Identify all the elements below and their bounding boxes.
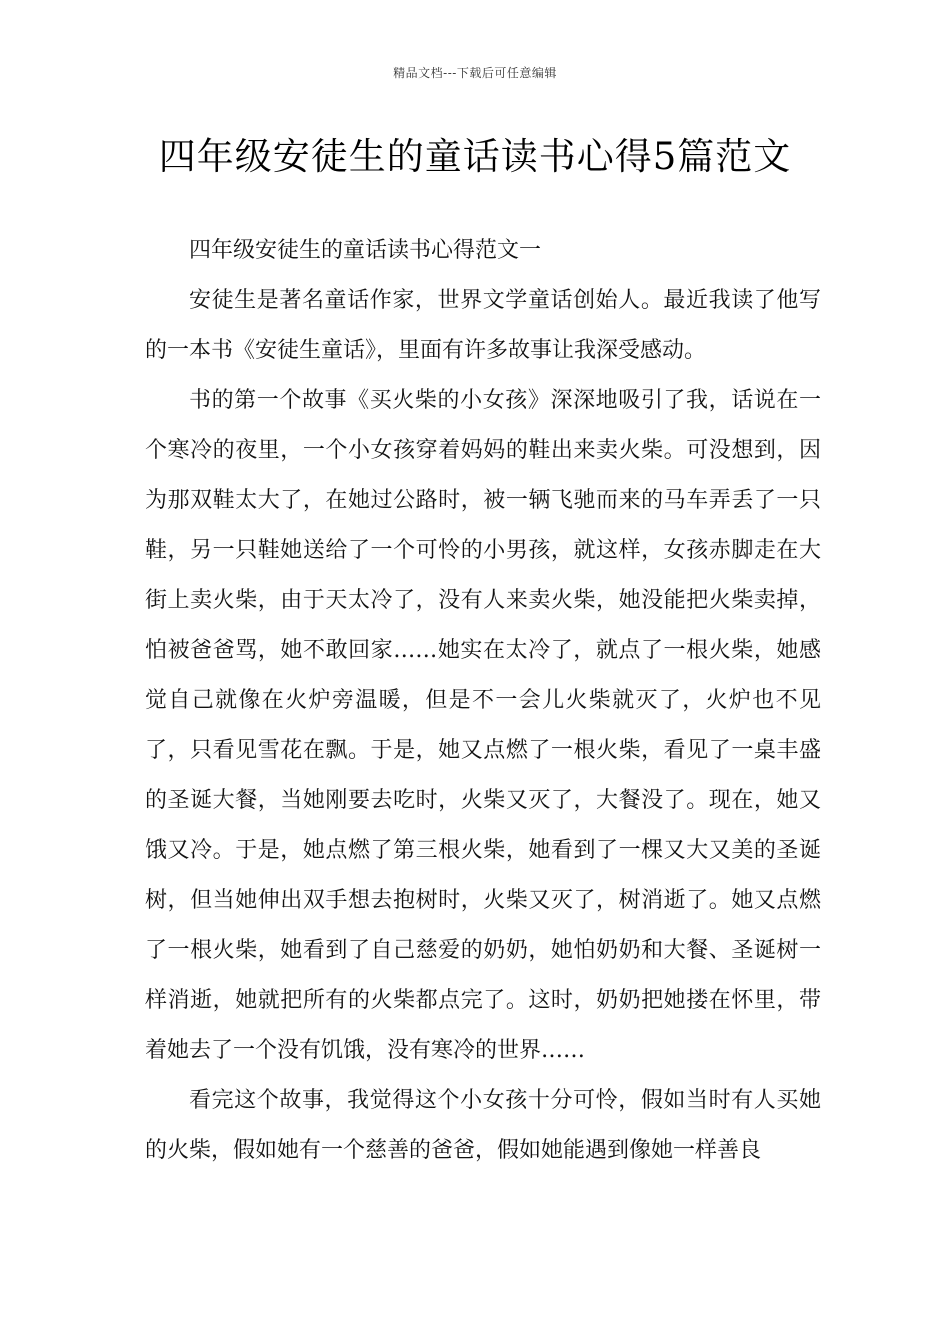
header-note: 精品文档---下载后可任意编辑 (393, 66, 557, 80)
paragraph: 安徒生是著名童话作家，世界文学童话创始人。最近我读了他写的一本书《安徒生童话》，里面有许多故事让我深受感动。 (145, 288, 821, 363)
paragraph: 书的第一个故事《买火柴的小女孩》深深地吸引了我，话说在一个寒冷的夜里，一个小女孩穿着妈妈的鞋出来卖火柴。可没想到，因为那双鞋太大了，在她过公路时，被一辆飞驰而来的马车弄丢了一只鞋，另一只鞋她送给了一个可怜的小男孩，就这样，女孩赤脚走在大街上卖火柴，由于天太冷了，没有人来卖火柴，她没能把火柴卖掉，怕被爸爸骂，她不敢回家……她实在太冷了，就点了一根火柴，她感觉自己就像在火炉旁温暖，但是不一会儿火柴就灭了，火炉也不见了，只看见雪花在飘。于是，她又点燃了一根火柴，看见了一桌丰盛的圣诞大餐，当她刚要去吃时，火柴又灭了，大餐没了。现在，她又饿又冷。于是，她点燃了第三根火柴，她看到了一棵又大又美的圣诞树，但当她伸出双手想去抱树时，火柴又灭了，树消逝了。她又点燃了一根火柴，她看到了自己慈爱的奶奶，她怕奶奶和大餐、圣诞树一样消逝，她就把所有的火柴都点完了。这时，奶奶把她搂在怀里，带着她去了一个没有饥饿，没有寒冷的世界…… (145, 388, 821, 1063)
document-body (145, 226, 821, 1176)
section-heading: 四年级安徒生的童话读书心得范文一 (189, 238, 542, 263)
document-title: 四年级安徒生的童话读书心得5篇范文 (158, 135, 792, 178)
paragraph: 看完这个故事，我觉得这个小女孩十分可怜，假如当时有人买她的火柴，假如她有一个慈善的爸爸，假如她能遇到像她一样善良 (145, 1088, 821, 1163)
